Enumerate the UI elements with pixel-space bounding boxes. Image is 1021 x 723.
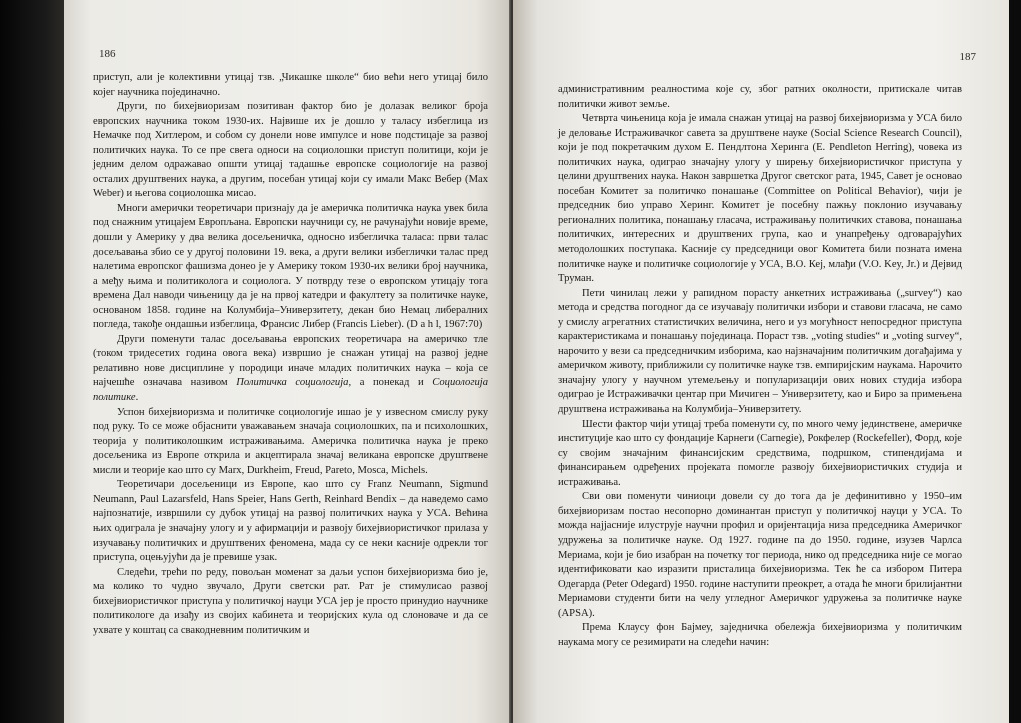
paragraph: Шести фактор чији утицај треба поменути су, по много чему јединствене, америчке институције као што су фондације Карнеги (Carnegie), Рокфелер (Rockefeller), Форд, које су својим значајним финансијским средствима, подршком, стипендијама и финансирањем одређених пројеката помогле развоју бихејвиористичких студија и истраживања.	[558, 418, 962, 488]
scan-background-left	[0, 0, 64, 723]
right-page-text	[558, 83, 962, 650]
paragraph: Према Клаусу фон Бајмеу, заједничка обележја бихејвиоризма у политичким наукама могу се резимирати на следећи начин:	[558, 622, 962, 648]
left-page	[64, 0, 511, 723]
paragraph-text: Други поменути талас досељавања европских теоретичара на америчко тле (током тридесетих година овога века) извршио је снажан утицај на развој једне релативно нове дисциплине у породици иначе младих политичких наука – која се најчешће означава називом	[93, 333, 488, 389]
right-page	[513, 0, 1009, 723]
page-number: 186	[99, 48, 116, 60]
italic-term: Политичка социологија,	[236, 377, 352, 389]
paragraph-text: .	[135, 392, 139, 404]
left-page-text	[93, 71, 488, 638]
scan-background-right	[1009, 0, 1021, 723]
paragraph: Следећи, трећи по реду, повољан моменат за даљи успон бихејвиоризма био је, ма колико то чудно звучало, Други светски рат. Рат је стимулисао развој бихејвиористичког приступа у политичкој науци УСА јер је просто принудио научнике политикологе да изађу из својих кабинета и теоријских кула од слоноваче и да се ухвате у коштац са свакодневним политичким и	[93, 566, 488, 636]
page-number: 187	[959, 51, 976, 63]
paragraph: Сви ови поменути чиниоци довели су до тога да је дефинитивно у 1950–им бихејвиоризам постао несопорно доминантан приступ у политичкој науци у УСА. То можда најјасније илуструје научни профил и оријентација низа председника Америчког удружења за политичке науке. Од 1927. године па до 1950. године, изузев Чарлса Мериама, који је био изабран на почетку тог периода, нико од председника није се могао идентификовати као изразити присталица бихејвиоризма. Тек ће са избором Питера Одегарда (Peter Odegard) 1950. године наступити преокрет, а отада ће многи брилијантни Мериамови студенти бити на челу угледног Америчког удружења за политичке науке (APSA).	[558, 491, 962, 619]
paragraph: Успон бихејвиоризма и политичке социологије ишао је у извесном смислу руку под руку. То се може објаснити уважавањем значаја социолошких, па и психолошких, теорија у политиколошким истраживањима. Америчка политичка наука је преко досељеника из Европе открила и акцептирала значај великана европске друштвене мисли и теорије као што су Marx, Durkheim, Freud, Pareto, Mosca, Michels.	[93, 406, 488, 476]
paragraph: Пети чинилац лежи у рапидном порасту анкетних истраживања („survey“) као метода и средства погодног да се изучавају политички избори и ставови гласача, не само у смислу агрегатних статистичких величина, него и уз могућност непосредног приступа карактеристикама и понашању појединаца. Пораст тзв. „voting studies“ и „voting survey“, нарочито у вези са председничким изборима, као најзначајним политичким догађајима у америчком животу, приближили су политичке науке тзв. емпиријским наукама. Нарочито значајну улогу у научном утемељењу и популаризацији ових нових студија избора одиграо је Истраживачки центар при Мичиген – Универзитету, као и Биро за примењена друштвена истраживања на Колумбија–Универзитету.	[558, 287, 962, 416]
paragraph: Теоретичари досељеници из Европе, као што су Franz Neumann, Sigmund Neumann, Paul Lazarsfeld, Hans Speier, Hans Gerth, Reinhard Bendix – да наведемо само најпознатије, извршили су дубок утицај на развој политичких наука у УСА. Већина њих одиграла је значајну улогу и у афирмацији и развоју бихејвиористичког прилаза у изучавању политичких и друштвених феномена, мада су се неки касније одрекли тог приступа, оцењујући да је превише узак.	[93, 479, 488, 564]
paragraph-text: а понекад и	[351, 377, 433, 389]
italic-term: Социологија политике	[93, 377, 488, 404]
paragraph: Други, по бихејвиоризам позитиван фактор био је долазак великог броја европских научника током 1930-их. Највише их је дошло у таласу избеглица из Немачке под Хитлером, и собом су донели нове импулсе и нове подстицаје за развој политичких наука. То се пре свега односи на социолошки приступ политици, који је једним делом одражавао општи утицај тадашње европске социологије на развој осталих друштвених наука, а другим, посебан утицај који су имали Макс Вебер (Max Weber) и његова социолошка мисао.	[93, 101, 488, 200]
paragraph: приступ, али је колективни утицај тзв. „Чикашке школе“ био већи него утицај било којег научника појединачно.	[93, 72, 488, 98]
paragraph: Многи амерички теоретичари признају да је америчка политичка наука увек била под снажним утицајем Европљана. Европски научници су, не рачунајући новије време, дошли у Америку у два велика досељеничка, односно избегличка таласа: први талас досељавања збио се у другој половини 19. века, а други велики избеглички талас пред налетима европског фашизма донео је у Америку током 1930-их велики број научника, а међу њима и политиколога и социолога. У потврду тезе о европском утицају тога времена Дал наводи чињеницу да је на првој катедри и факултету за политичке науке, основаном 1858. године на Колумбија–Универзитету, декан био Немац либералних погледа, такође ондашњи избеглица, Франсис Либер (Francis Lieber). (D a h l, 1967:70)	[93, 202, 488, 331]
paragraph: административним реалностима које су, због ратних околности, притискале читав политички живот земље.	[558, 84, 962, 110]
paragraph-with-italics	[93, 333, 488, 406]
paragraph: Четврта чињеница која је имала снажан утицај на развој бихејвиоризма у УСА било је деловање Истраживачког савета за друштвене науке (Social Science Research Council), који је под покретачким духом Е. Пендлтона Херинга (E. Pendleton Herring), човека из политичких наука, одиграо значајну улогу у ширењу бихејвиористичког приступа у целини друштвених наука. Након завршетка Другог светског рата, 1945, Савет је основао посебан Комитет за политичко понашање (Committee on Political Behavior), чији је председник био управо Херинг. Комитет је посебну пажњу поклонио изучавању регионалних политика, понашању гласача, истраживању политичких ставова, понашања политичких, интересних и друштвених група, као и унапређењу одговарајућих методолошких поступака. Касније су председници овог Комитета били позната имена политичке науке и политичке социологије у УСА, В.О. Кеј, млађи (V.O. Key, Jr.) и Дејвид Труман.	[558, 113, 962, 285]
